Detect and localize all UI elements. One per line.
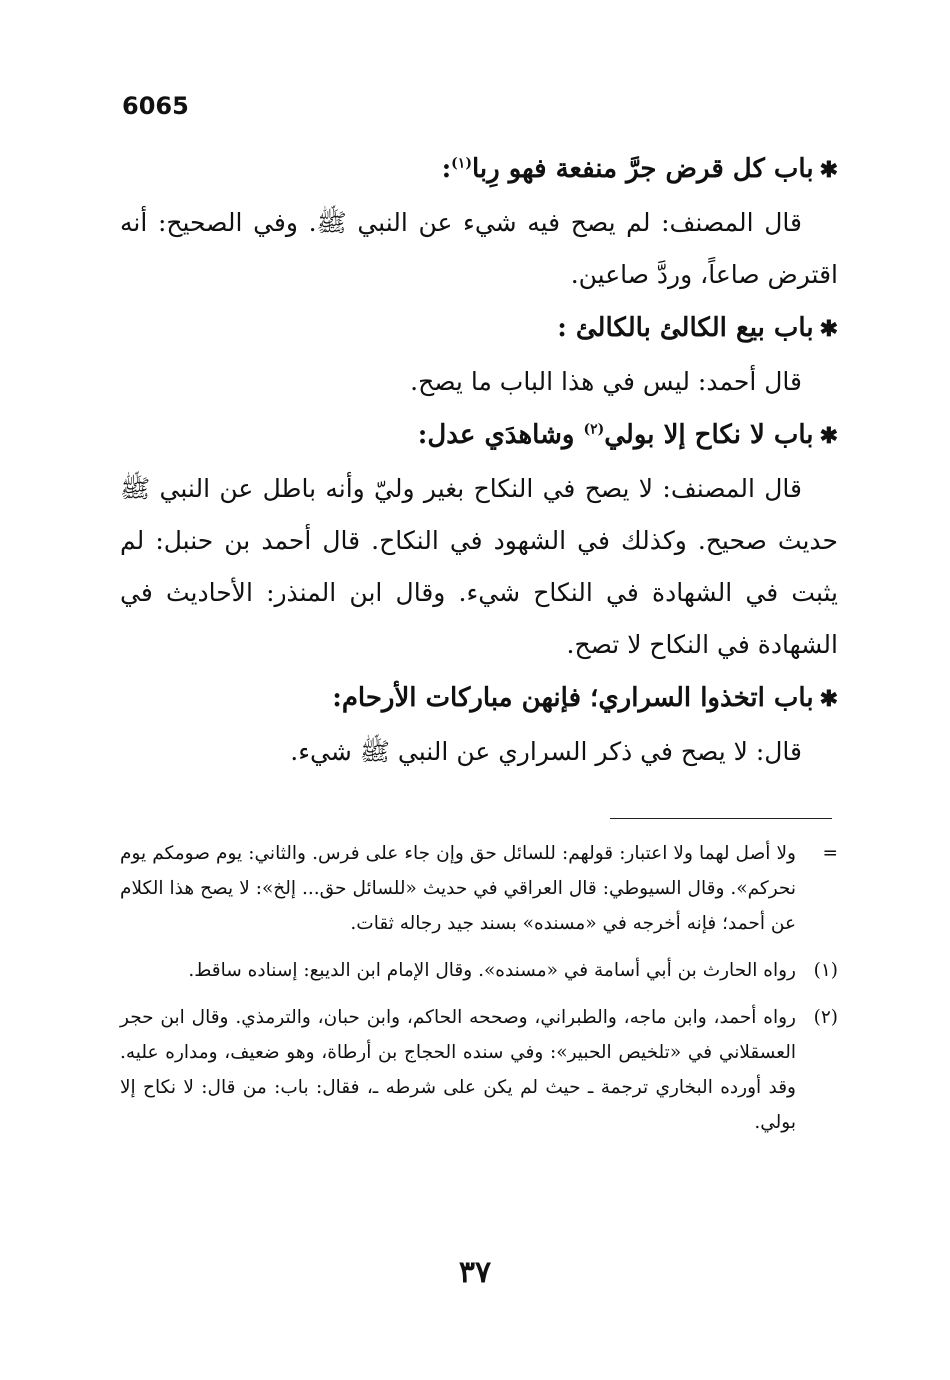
section-heading: ✱باب كل قرض جرَّ منفعة فهو رِبا$^{(١)}$: [441, 154, 838, 184]
footnote [120, 836, 838, 941]
footnote-mark: = [822, 843, 838, 864]
section-paragraph: قال: لا يصح في ذكر السراري عن النبي ﷺ شيء. [290, 737, 802, 766]
footnote-mark: (٢) [813, 1007, 838, 1028]
corner-number: 6065 [122, 92, 189, 120]
bullet-star-icon: ✱ [819, 686, 838, 712]
footnote-mark: (١) [813, 960, 838, 981]
footnotes [120, 836, 838, 1152]
bullet-star-icon: ✱ [819, 157, 838, 183]
section-heading: ✱باب لا نكاح إلا بولي$^{(٢)}$ وشاهدَي عدل: [417, 420, 838, 450]
footnote-text: رواه الحارث بن أبي أسامة في «مسنده». وقال الإمام ابن الديبع: إسناده ساقط. [188, 960, 796, 981]
section-heading: ✱باب اتخذوا السراري؛ فإنهن مباركات الأرحام: [332, 683, 838, 713]
footnote-divider [610, 818, 832, 819]
section-heading: ✱باب بيع الكالئ بالكالئ : [557, 313, 838, 343]
footnote [120, 953, 838, 988]
footnote-ref: (٢) [583, 421, 605, 438]
bullet-star-icon: ✱ [819, 423, 838, 449]
footnote [120, 1000, 838, 1140]
section-paragraph: قال المصنف: لم يصح فيه شيء عن النبي ﷺ. وفي الصحيح: أنه اقترض صاعاً، وردَّ صاعين. [120, 208, 838, 289]
bullet-star-icon: ✱ [819, 316, 838, 342]
footnote-text: رواه أحمد، وابن ماجه، والطبراني، وصححه الحاكم، وابن حبان، والترمذي. وقال ابن حجر العسقلاني في «تلخيص الحبير»: وفي سنده الحجاج بن أرطاة، وهو ضعيف، ومداره عليه. وقد أورده البخاري ترجمة ـ حيث لم يكن على شرطه ـ، فقال: باب: من قال: لا نكاح إلا بولي. [120, 1007, 796, 1133]
main-text [120, 142, 838, 778]
page-number: ٣٧ [458, 1255, 492, 1290]
section-paragraph: قال أحمد: ليس في هذا الباب ما يصح. [410, 367, 802, 396]
footnote-ref: (١) [451, 155, 472, 172]
footnote-text: ولا أصل لهما ولا اعتبار: قولهم: للسائل حق وإن جاء على فرس. والثاني: يوم صومكم يوم نحركم». وقال السيوطي: قال العراقي في حديث «للسائل حق... إلخ»: لا يصح هذا الكلام عن أحمد؛ فإنه أخرجه في «مسنده» بسند جيد رجاله ثقات. [120, 843, 796, 934]
section-paragraph: قال المصنف: لا يصح في النكاح بغير وليّ وأنه باطل عن النبي ﷺ حديث صحيح. وكذلك في الشهود في النكاح. قال أحمد بن حنبل: لم يثبت في الشهادة في النكاح شيء. وقال ابن المنذر: الأحاديث في الشهادة في النكاح لا تصح. [120, 474, 838, 659]
